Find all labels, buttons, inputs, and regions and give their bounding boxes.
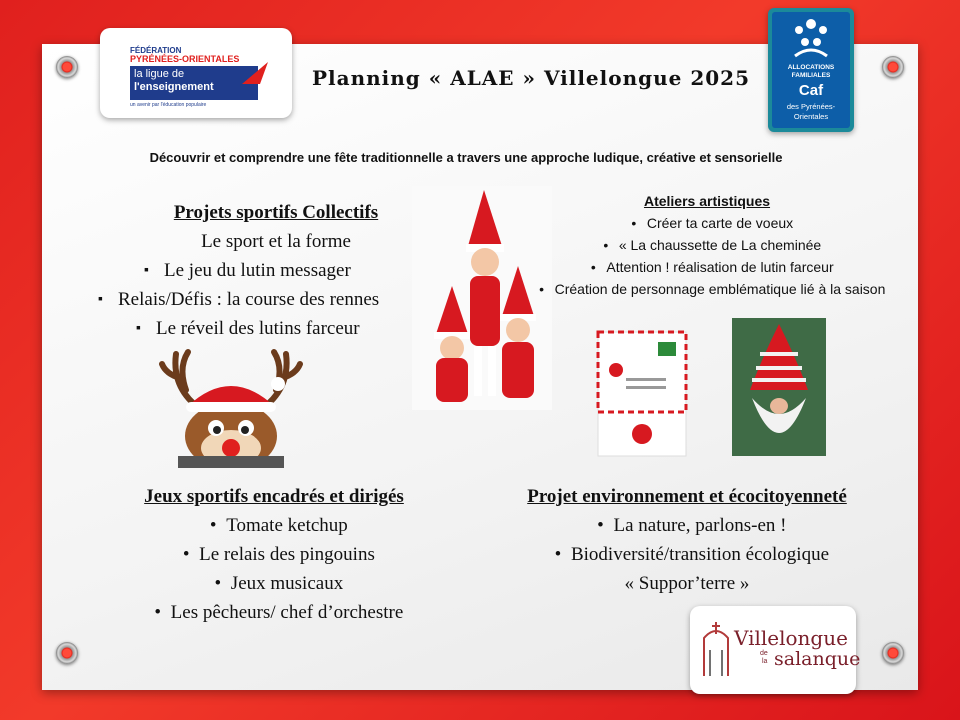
christmas-card-illustration [596, 330, 688, 458]
villelongue-name: Villelongue [734, 626, 848, 650]
list-item [96, 569, 452, 598]
reindeer-illustration [158, 344, 304, 468]
ateliers-section [492, 190, 922, 300]
federation-banner [130, 66, 258, 100]
villelongue-salanque: salanque [774, 648, 861, 670]
environnement-extra: « Suppor’terre » [624, 573, 750, 594]
list-item [480, 540, 894, 569]
caf-region-a: des Pyrénées- [786, 102, 836, 111]
caf-line1: ALLOCATIONS [787, 64, 835, 71]
list-item [492, 278, 922, 300]
list-item-text: Le relais des pingouins [199, 544, 375, 565]
list-item-text: Les pêcheurs/ chef d’orchestre [170, 602, 404, 623]
federation-line2: PYRÉNÉES-ORIENTALES [130, 54, 240, 64]
list-item-text: Création de personnage emblématique lié à la saison [554, 281, 886, 297]
federation-name-a: la ligue de [134, 68, 185, 80]
environnement-heading: Projet environnement et écocitoyenneté [527, 486, 847, 507]
caf-family-icon [789, 16, 833, 60]
caf-line2: FAMILIALES [791, 72, 831, 79]
caf-logo [768, 8, 854, 132]
pushpin-icon [882, 56, 904, 78]
federation-flag-icon [240, 58, 270, 88]
villelongue-logo [690, 606, 861, 694]
villelongue-de: de [760, 650, 768, 657]
list-item [96, 511, 452, 540]
caf-region-b: Orientales [793, 112, 829, 121]
caf-name: Caf [798, 82, 824, 99]
list-item-text: La nature, parlons-en ! [613, 515, 787, 536]
list-item-text: Biodiversité/transition écologique [570, 544, 830, 565]
federation-name-b: l'enseignement [134, 81, 214, 93]
list-item [96, 314, 456, 343]
federation-logo [100, 28, 292, 118]
list-item [480, 511, 894, 540]
ateliers-heading: Ateliers artistiques [643, 193, 771, 209]
jeux-section [96, 482, 452, 627]
projets-collectifs-heading: Projets sportifs Collectifs [173, 202, 379, 223]
list-item [96, 285, 456, 314]
villelongue-la: la [762, 658, 768, 665]
list-item-text: Le réveil des lutins farceur [156, 318, 360, 339]
church-icon [700, 620, 732, 678]
projets-collectifs-section [96, 198, 456, 343]
gnome-illustration [732, 318, 826, 456]
list-item [492, 234, 922, 256]
jeux-heading: Jeux sportifs encadrés et dirigés [144, 486, 404, 507]
list-item [492, 256, 922, 278]
list-item-text: Attention ! réalisation de lutin farceur [606, 259, 834, 275]
list-item-text: « La chaussette de La cheminée [618, 237, 822, 253]
list-item-text: Créer ta carte de voeux [646, 215, 794, 231]
projets-collectifs-line: Le sport et la forme [201, 231, 351, 252]
list-item-text: Le jeu du lutin messager [164, 260, 351, 281]
page-title: Planning « ALAE » Villelongue 2025 [311, 66, 751, 90]
list-item [492, 212, 922, 234]
list-item-text: Relais/Défis : la course des rennes [118, 289, 380, 310]
list-item-text: Tomate ketchup [226, 515, 348, 536]
list-item-text: Jeux musicaux [230, 573, 344, 594]
page-subtitle: Découvrir et comprendre une fête traditionnelle a travers une approche ludique, créative et sensorielle [149, 150, 783, 165]
environnement-section [480, 482, 894, 598]
federation-tagline: un avenir par l'éducation populaire [130, 102, 207, 108]
list-item [96, 256, 456, 285]
list-item [96, 598, 452, 627]
pushpin-icon [56, 642, 78, 664]
federation-line1: FÉDÉRATION [130, 46, 182, 55]
pushpin-icon [882, 642, 904, 664]
pushpin-icon [56, 56, 78, 78]
list-item [96, 540, 452, 569]
